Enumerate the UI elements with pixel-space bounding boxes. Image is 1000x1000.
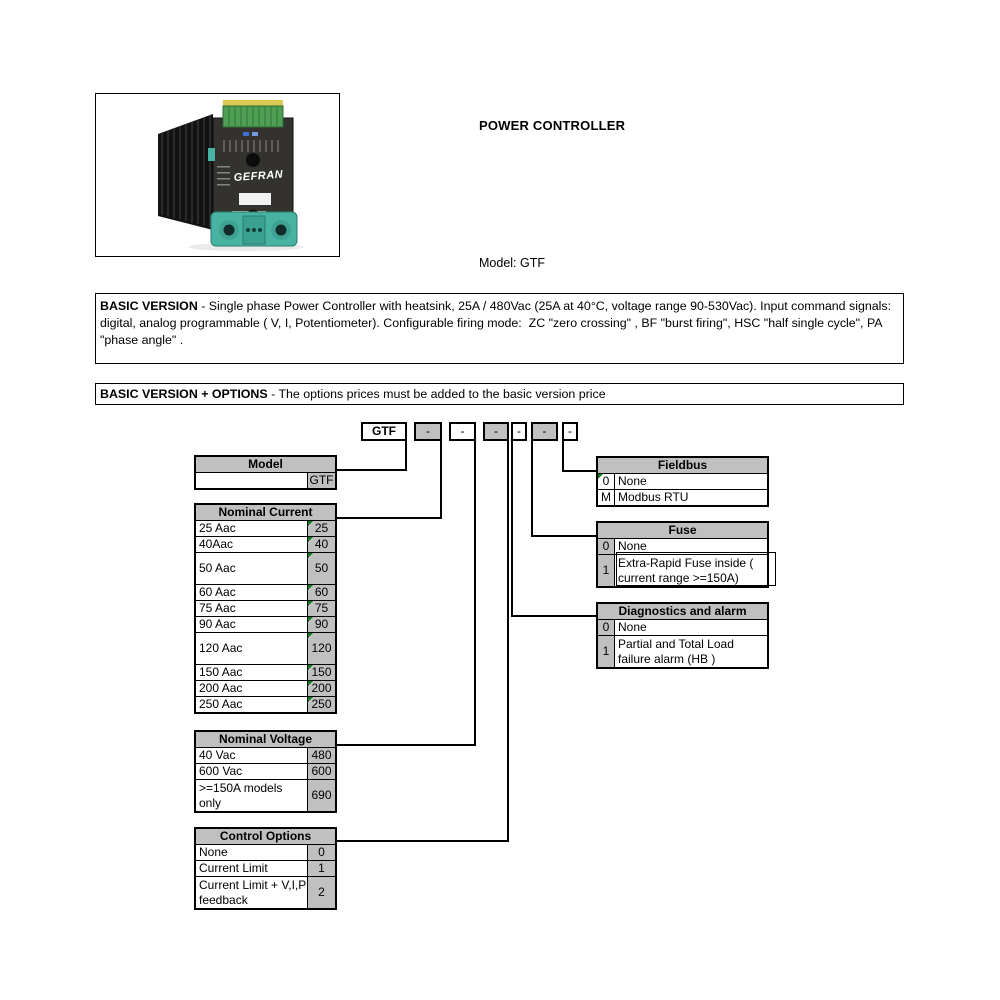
mounting-hole xyxy=(246,153,260,167)
fuse-header: Fuse xyxy=(598,523,767,539)
option-label: None xyxy=(615,620,767,635)
option-label: 40Aac xyxy=(196,537,308,552)
option-code: M xyxy=(598,490,615,505)
nominal-voltage-header: Nominal Voltage xyxy=(196,732,335,748)
option-code: 480 xyxy=(308,748,335,763)
diagnostics-header: Diagnostics and alarm xyxy=(598,604,767,620)
option-label: 50 Aac xyxy=(196,553,308,584)
model-label-cell xyxy=(196,473,308,488)
model-line: Model: GTF xyxy=(479,256,545,270)
control-options-header: Control Options xyxy=(196,829,335,845)
side-tab xyxy=(208,148,215,161)
option-code: 150 xyxy=(308,665,335,680)
option-code: 1 xyxy=(308,861,335,876)
order-code-segment-current: - xyxy=(414,422,442,441)
option-code: 200 xyxy=(308,681,335,696)
option-label: 120 Aac xyxy=(196,633,308,664)
order-code-segment-fuse: - xyxy=(531,422,558,441)
option-code: 0 xyxy=(308,845,335,860)
top-terminal-block xyxy=(223,100,283,127)
nominal-current-header: Nominal Current xyxy=(196,505,335,521)
model-value-cell: GTF xyxy=(309,473,334,487)
note-marker-icon xyxy=(308,665,313,670)
option-code: 50 xyxy=(308,553,335,584)
fuse-table xyxy=(596,521,769,588)
bottom-terminal-block xyxy=(211,210,297,247)
option-label: 40 Vac xyxy=(196,748,308,763)
option-code: 690 xyxy=(308,780,335,811)
option-label: >=150A models only xyxy=(196,780,308,811)
order-code-segment-control: - xyxy=(483,422,509,441)
option-label: Extra-Rapid Fuse inside ( current range >=150A) xyxy=(615,555,767,586)
note-marker-icon xyxy=(308,553,313,558)
option-code: 0 xyxy=(598,474,615,489)
rating-label xyxy=(239,193,271,205)
nominal-voltage-table xyxy=(194,730,337,813)
option-label: Modbus RTU xyxy=(615,490,767,505)
option-code: 90 xyxy=(308,617,335,632)
option-label: 600 Vac xyxy=(196,764,308,779)
note-marker-icon xyxy=(308,585,313,590)
option-label: 150 Aac xyxy=(196,665,308,680)
order-code-segment-fieldbus: - xyxy=(562,422,578,441)
note-marker-icon xyxy=(308,617,313,622)
led-indicator xyxy=(243,132,249,136)
product-photo xyxy=(96,94,339,256)
options-banner-text: - The options prices must be added to the basic version price xyxy=(267,387,606,401)
option-label: 200 Aac xyxy=(196,681,308,696)
option-label: None xyxy=(615,539,767,554)
note-marker-icon xyxy=(308,537,313,542)
option-label: Partial and Total Load failure alarm (HB ) xyxy=(615,636,767,667)
option-label: 75 Aac xyxy=(196,601,308,616)
note-marker-icon xyxy=(308,633,313,638)
fieldbus-header: Fieldbus xyxy=(598,458,767,474)
product-photo-frame xyxy=(95,93,340,257)
note-marker-icon xyxy=(308,697,313,702)
options-banner-title: BASIC VERSION + OPTIONS xyxy=(100,387,268,401)
option-code: 2 xyxy=(308,877,335,908)
order-code-segment-diagnostics: - xyxy=(511,422,527,441)
order-code-model-box: GTF xyxy=(361,422,407,441)
led-indicator xyxy=(252,132,258,136)
option-label: 60 Aac xyxy=(196,585,308,600)
brand-label: GEFRAN xyxy=(233,168,284,184)
option-code: 600 xyxy=(308,764,335,779)
note-marker-icon xyxy=(308,681,313,686)
fieldbus-table xyxy=(596,456,769,507)
page-title: POWER CONTROLLER xyxy=(479,118,626,133)
option-code: 1 xyxy=(598,555,615,586)
option-code: 1 xyxy=(598,636,615,667)
option-code: 250 xyxy=(308,697,335,712)
option-code: 75 xyxy=(308,601,335,616)
note-marker-icon xyxy=(308,521,313,526)
basic-version-box xyxy=(95,293,904,364)
order-code-segment-voltage: - xyxy=(449,422,476,441)
nominal-current-table xyxy=(194,503,337,714)
option-label: 25 Aac xyxy=(196,521,308,536)
options-banner xyxy=(95,383,904,405)
model-table xyxy=(194,455,337,490)
option-label: Current Limit + V,I,P feedback xyxy=(196,877,308,908)
option-label: 90 Aac xyxy=(196,617,308,632)
note-marker-icon xyxy=(308,601,313,606)
note-marker-icon xyxy=(598,474,603,479)
diagnostics-table xyxy=(596,602,769,669)
option-code: 120 xyxy=(308,633,335,664)
model-table-header: Model xyxy=(196,457,335,473)
option-code: 60 xyxy=(308,585,335,600)
option-code: 0 xyxy=(598,539,615,554)
option-code: 0 xyxy=(598,620,615,635)
basic-version-title: BASIC VERSION xyxy=(100,299,198,313)
option-code: 25 xyxy=(308,521,335,536)
control-options-table xyxy=(194,827,337,910)
option-label: 250 Aac xyxy=(196,697,308,712)
option-label: Current Limit xyxy=(196,861,308,876)
basic-version-text: - Single phase Power Controller with heatsink, 25A / 480Vac (25A at 40°C, voltage range 90-530Vac). Input command signals: digital, analog programmable ( V, I, Potentiometer). Configurable firing mode: ZC "zero crossing" , BF "burst firing", HSC "half single cycle", PA "phase angle" . xyxy=(100,299,895,347)
option-label: None xyxy=(196,845,308,860)
option-code: 40 xyxy=(308,537,335,552)
option-label: None xyxy=(615,474,767,489)
